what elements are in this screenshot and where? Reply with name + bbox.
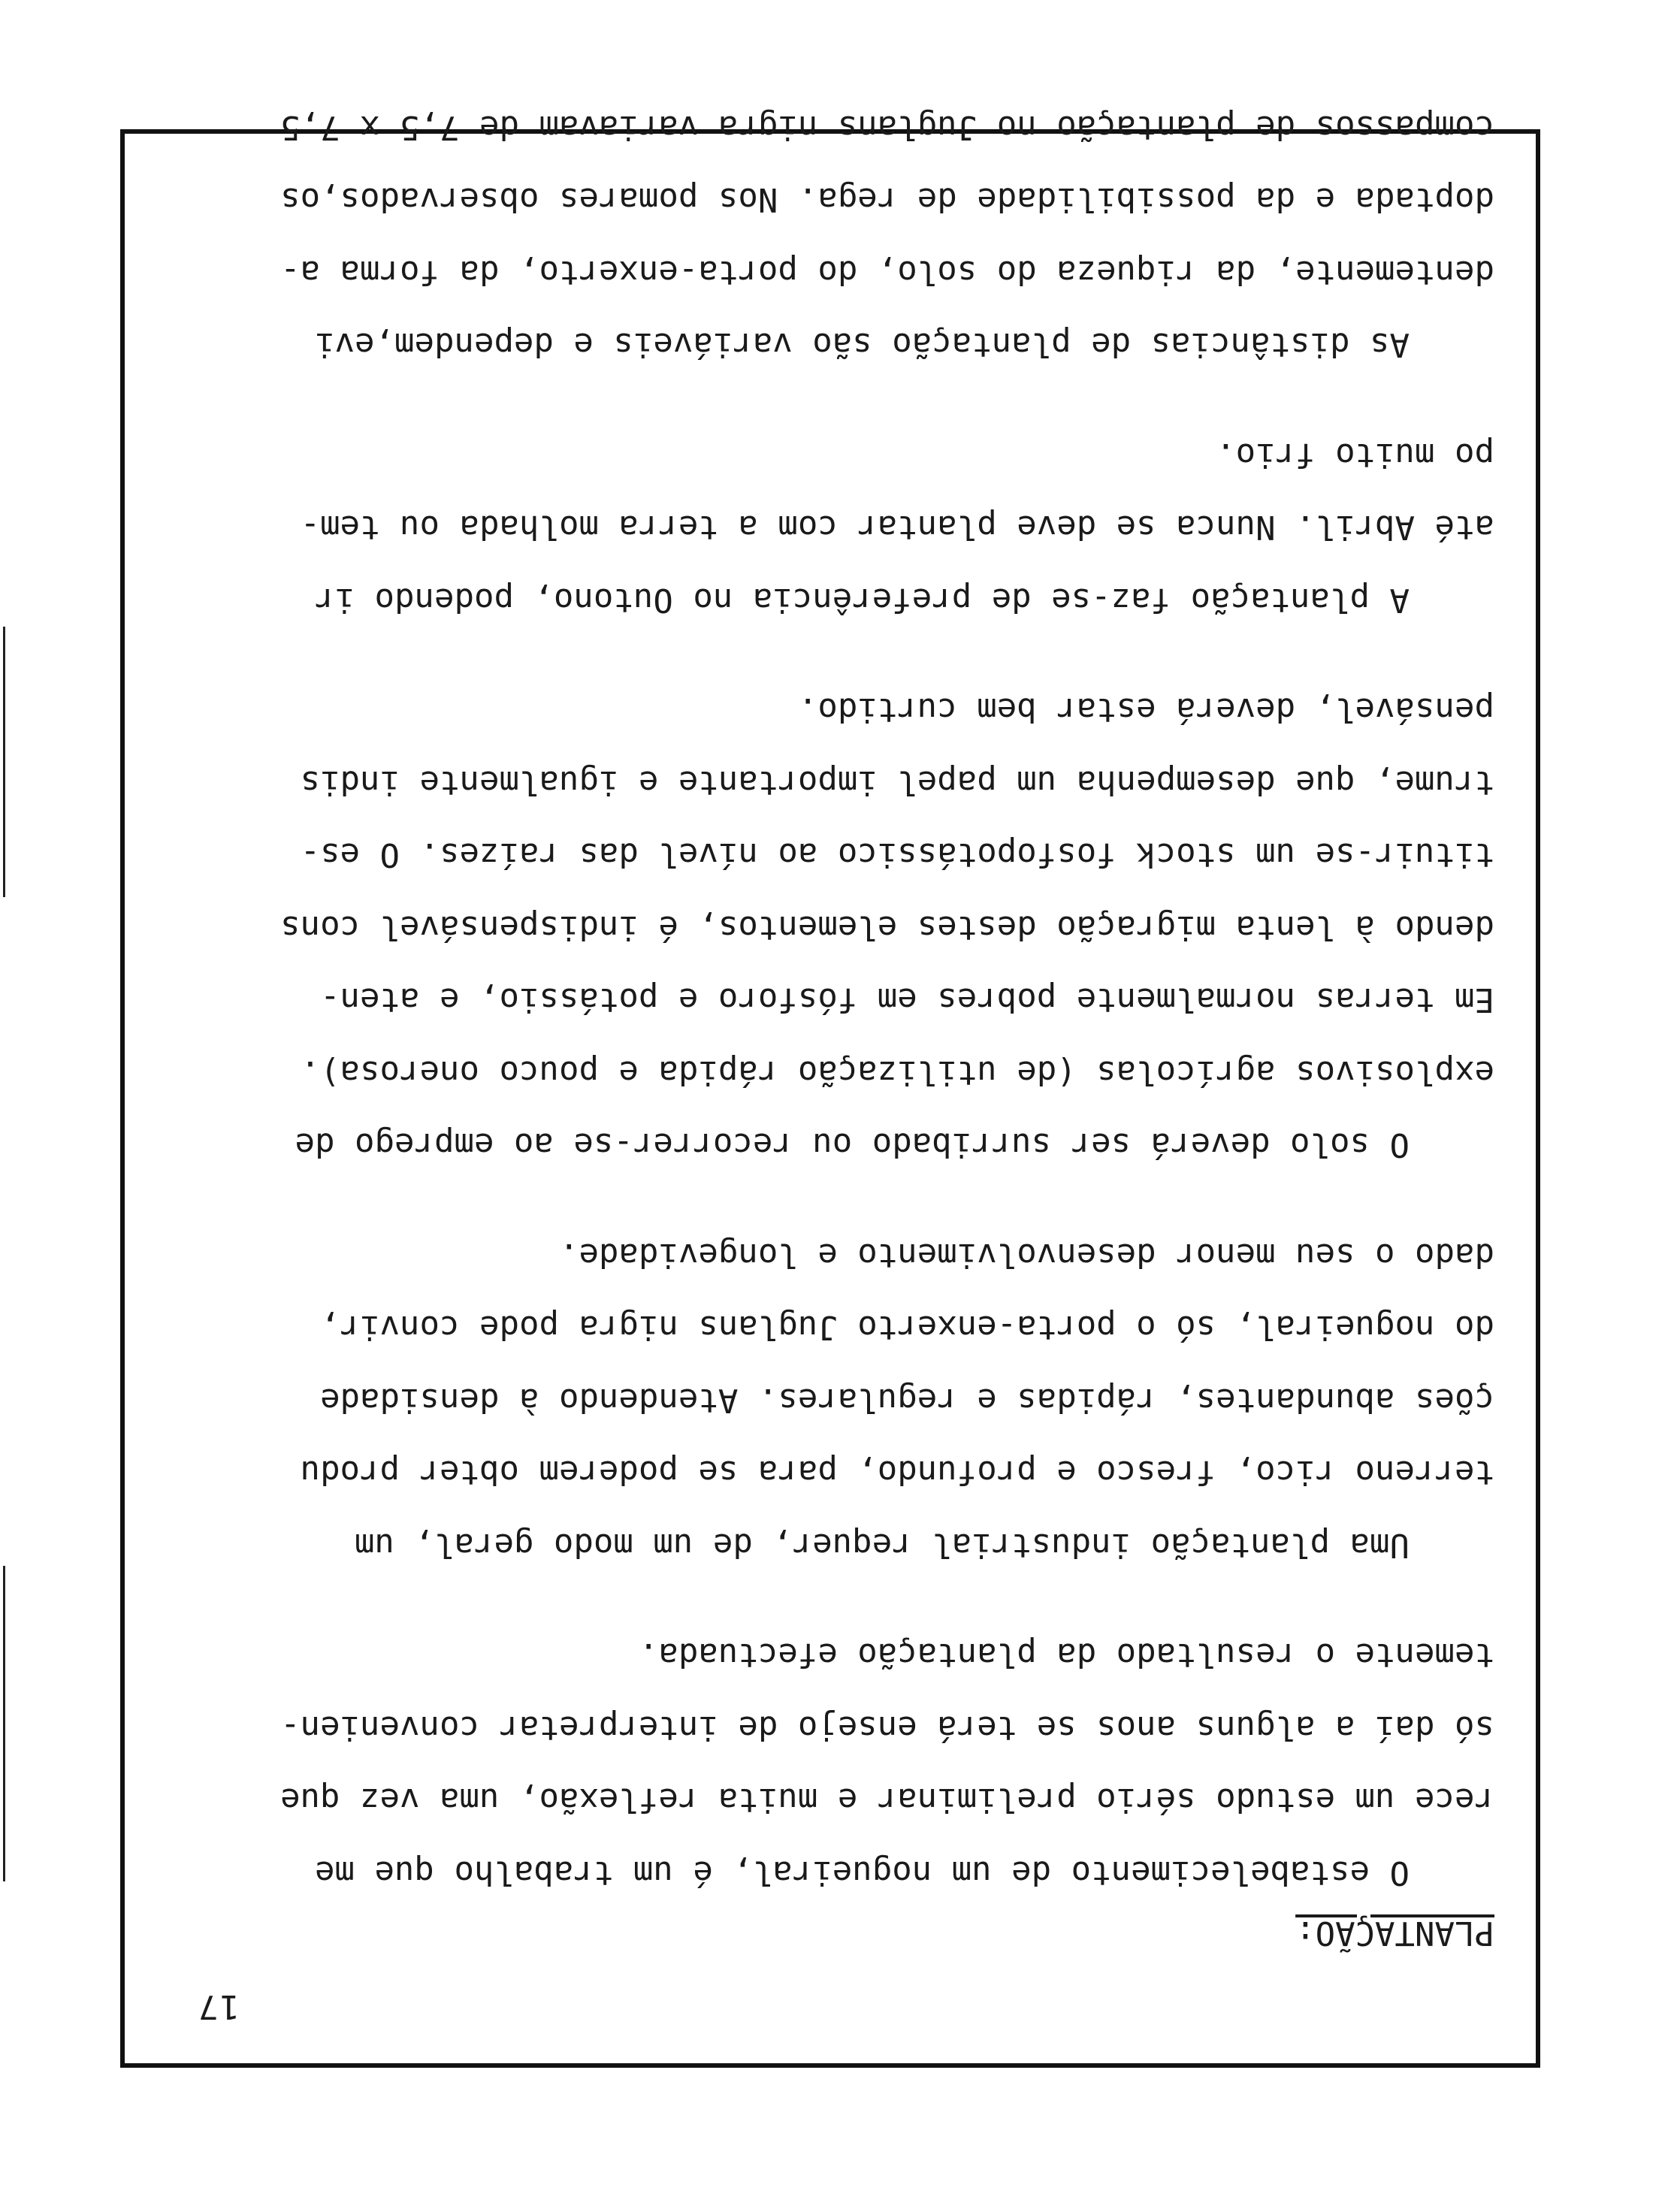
scan-edge-mark	[3, 1566, 5, 1881]
paragraph-first-line: O estabelecimento de um nogueiral, é um trabalho que me	[315, 1854, 1410, 1892]
text-line: temente o resultado da plantação efectuada.	[638, 1636, 1494, 1674]
scan-edge-mark	[3, 627, 5, 897]
text-line: Em terras normalmente pobres em fósforo e potássio, e aten-	[320, 981, 1494, 1019]
text-line: terreno rico, fresco e profundo, para se poderem obter produ	[300, 1453, 1494, 1491]
page-content	[125, 108, 1536, 2063]
text-line: até Abril. Nunca se deve plantar com a terra molhada ou tem-	[300, 508, 1494, 546]
page-border	[120, 108, 1540, 2068]
text-line: rece um estudo sério preliminar e muita reflexão, uma vez que	[280, 1781, 1494, 1819]
paragraph-first-line: A plantação faz-se de preferência no Outono, podendo ir	[315, 581, 1410, 619]
text-line: ções abundantes, rápidas e regulares. Atendendo à densidade	[320, 1381, 1494, 1419]
page-number: 17	[197, 1987, 240, 2026]
text-line: dendo à lenta migração destes elementos, é indispensável cons	[280, 908, 1494, 947]
text-line: só daí a alguns anos se terá ensejo de interpretar convenien-	[280, 1709, 1494, 1747]
text-line: do nogueiral, só o porta-enxerto Juglans nigra pode convir,	[320, 1308, 1494, 1346]
paragraph-first-line: O solo deverá ser surribado ou recorrer-se ao emprego de	[295, 1126, 1410, 1164]
paragraph-first-line: As distâncias de plantação são variáveis e dependem,evi	[315, 325, 1410, 364]
text-line: trume, que desempenha um papel importante e igualmente indis	[300, 763, 1494, 802]
text-line: dado o seu menor desenvolvimento e longevidade.	[558, 1236, 1494, 1274]
text-line: compassos de plantação no Juglans nigra variavam de 7,5 x 7,5	[280, 108, 1494, 147]
section-heading: PLANTAÇÃO:	[1295, 1914, 1494, 1952]
text-line: doptada e da possibilidade de rega. Nos pomares observados,os	[280, 180, 1494, 219]
text-line: explosivos agrícolas (de utilização rápida e pouco onerosa).	[300, 1053, 1494, 1092]
text-line: dentemente, da riqueza do solo, do porta-enxerto, da forma a-	[280, 253, 1494, 292]
text-line: po muito frio.	[1216, 436, 1494, 474]
paragraph-first-line: Uma plantação industrial requer, de um modo geral, um	[355, 1526, 1410, 1564]
text-line: pensável, deverá estar bem curtido.	[797, 690, 1494, 729]
text-line: tituir-se um stock fosfopotássico ao nível das raízes. O es-	[300, 836, 1494, 874]
